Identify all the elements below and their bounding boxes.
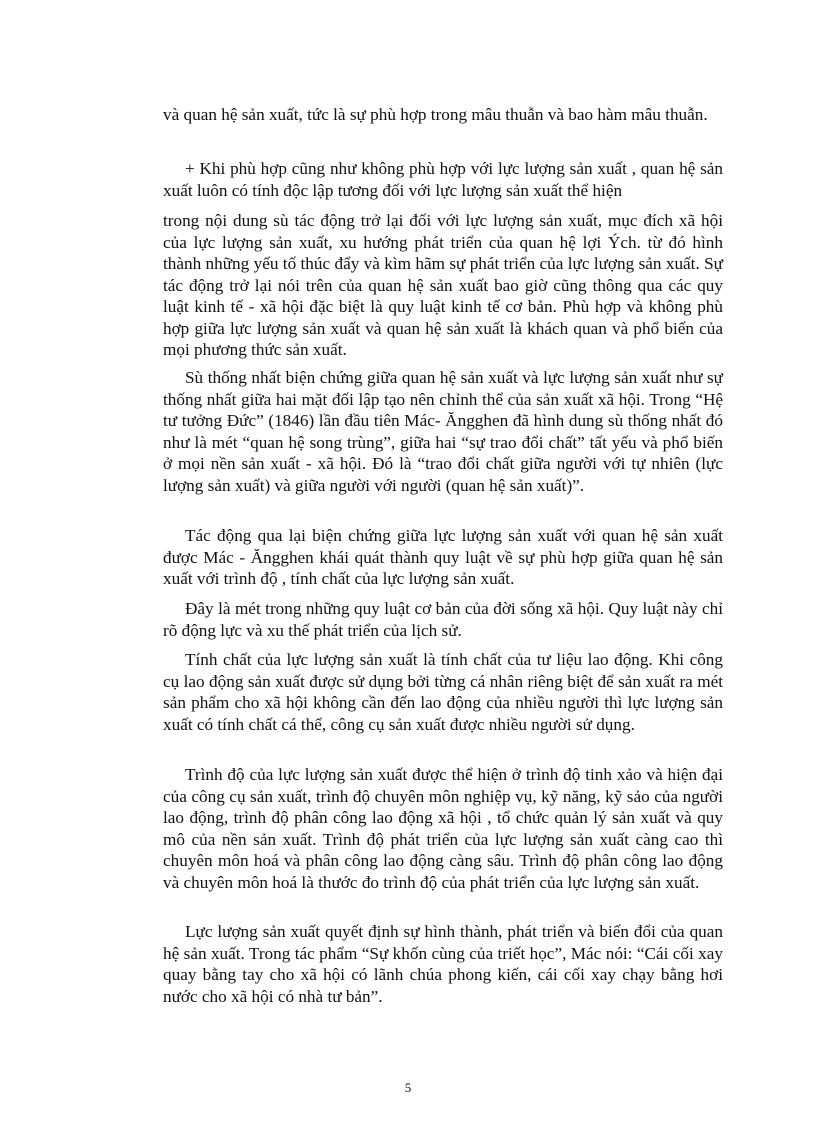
page-number: 5 bbox=[404, 1080, 412, 1095]
paragraph-3: trong nội dung sù tác động trở lại đối với lực lượng sản xuất, mục đích xã hội của lực lượng sản xuất, xu hướng phát triển của quan hệ lợi Ých. từ đó hình thành những yếu tố thúc đẩy và kìm hãm sự phát triển của lực lượng sản xuất. Sự tác động trở lại nói trên của quan hệ sản xuất bao giờ cũng thông qua các quy luật kinh tế - xã hội đặc biệt là quy luật kinh tế cơ bản. Phù hợp và không phù hợp giữa lực lượng sản xuất và quan hệ sản xuất là khách quan và phổ biến của mọi phương thức sản xuất. bbox=[163, 211, 723, 359]
paragraph-9: Lực lượng sản xuất quyết định sự hình thành, phát triển và biến đổi của quan hệ sản xuất. Trong tác phẩm “Sự khốn cùng của triết học”, Mác nói: “Cái cối xay quay bằng tay cho xã hội có lãnh chúa phong kiến, cái cối xay chạy bằng hơi nước cho xã hội có nhà tư bản”. bbox=[163, 922, 723, 1006]
paragraph-8: Trình độ của lực lượng sản xuất được thể hiện ở trình độ tinh xảo và hiện đại của công cụ sản xuất, trình độ chuyên môn nghiệp vụ, kỹ năng, kỹ sảo của người lao động, trình độ phân công lao động xã hội , tổ chức quản lý sản xuất và quy mô của nền sản xuất. Trình độ phát triển của lực lượng sản xuất càng cao thì chuyên môn hoá và phân công lao động càng sâu. Trình độ phân công lao động và chuyên môn hoá là thước đo trình độ của phát triển của lực lượng sản xuất. bbox=[163, 765, 723, 892]
paragraph-7: Tính chất của lực lượng sản xuất là tính chất của tư liệu lao động. Khi công cụ lao động sản xuất được sử dụng bởi từng cá nhân riêng biệt để sản xuất ra mét sản phẩm cho xã hội không cần đến lao động của nhiều người thì lực lượng sản xuất có tính chất cá thể, công cụ sản xuất được nhiều người sử dụng. bbox=[163, 650, 723, 734]
paragraph-2: + Khi phù hợp cũng như không phù hợp với lực lượng sản xuất , quan hệ sản xuất luôn có tính độc lập tương đối với lực lượng sản xuất thể hiện bbox=[163, 159, 723, 200]
paragraph-5: Tác động qua lại biện chứng giữa lực lượng sản xuất với quan hệ sản xuất được Mác - Ăngghen khái quát thành quy luật về sự phù hợp giữa quan hệ sản xuất với trình độ , tính chất của lực lượng sản xuất. bbox=[163, 526, 723, 588]
paragraph-6: Đây là mét trong những quy luật cơ bản của đời sống xã hội. Quy luật này chỉ rõ động lực và xu thế phát triển của lịch sử. bbox=[163, 599, 723, 640]
paragraph-1: và quan hệ sản xuất, tức là sự phù hợp trong mâu thuẫn và bao hàm mâu thuẫn. bbox=[163, 105, 708, 124]
paragraph-4: Sù thống nhất biện chứng giữa quan hệ sản xuất và lực lượng sản xuất như sự thống nhất giữa hai mặt đối lập tạo nên chỉnh thể của sản xuất xã hội. Trong “Hệ tư tưởng Đức” (1846) lần đầu tiên Mác- Ăngghen đã hình dung sù thống nhất đó như là mét “quan hệ song trùng”, giữa hai “sự trao đổi chất” tất yếu và phổ biến ở mọi nền sản xuất - xã hội. Đó là “trao đổi chất giữa người với tự nhiên (lực lượng sản xuất) và giữa người với người (quan hệ sản xuất)”. bbox=[163, 368, 723, 495]
